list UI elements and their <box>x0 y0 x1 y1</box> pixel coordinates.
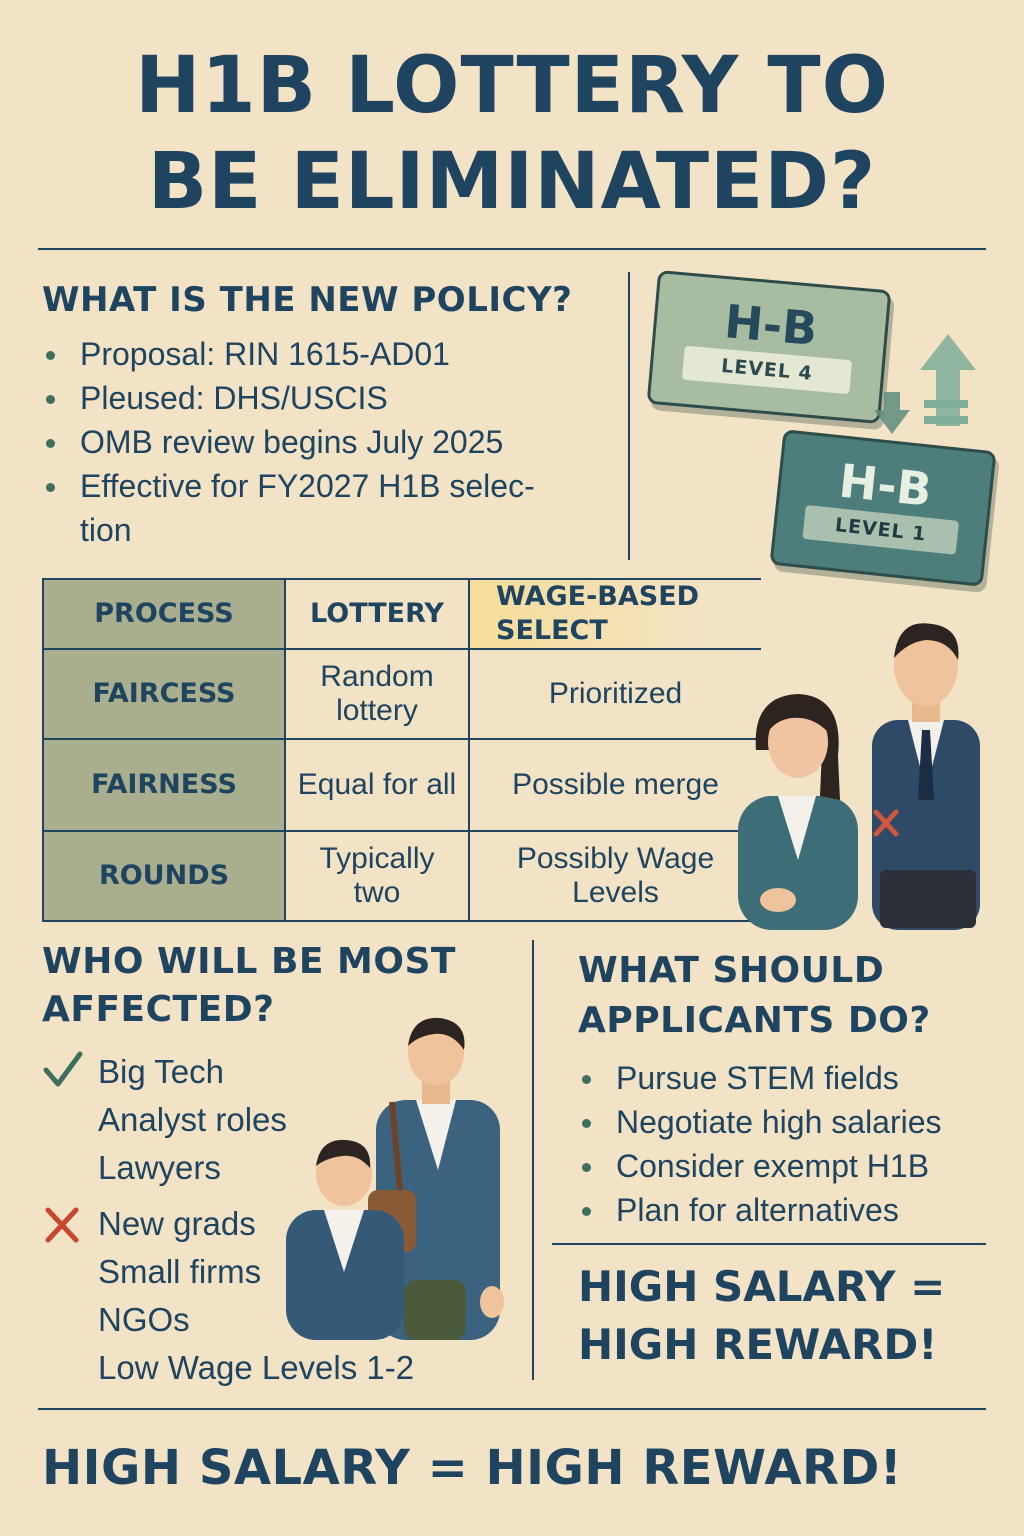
table-cell: Prioritized <box>469 649 761 739</box>
policy-heading: WHAT IS THE NEW POLICY? <box>42 280 573 320</box>
policy-bullet <box>42 464 622 552</box>
cross-icon <box>42 1202 82 1246</box>
badge-level-text: LEVEL 1 <box>802 505 959 555</box>
applicants-heading <box>578 946 998 1046</box>
table-row-label: FAIRCESS <box>43 649 285 739</box>
table-header-cell: WAGE-BASED SELECT <box>469 579 761 649</box>
divider-policy <box>628 272 630 560</box>
table-cell: Possibly Wage Levels <box>469 831 761 921</box>
loser-label: NGOs <box>98 1301 190 1338</box>
policy-bullet-line: tion <box>80 512 132 548</box>
page-title-line2: BE ELIMINATED? <box>147 137 877 227</box>
policy-bullets <box>42 332 622 552</box>
table-cell: Equal for all <box>285 739 469 831</box>
applicants-tagline <box>578 1258 998 1374</box>
table-row <box>43 739 761 831</box>
badge-level-1 <box>769 429 996 587</box>
loser-label: Low Wage Levels 1-2 <box>98 1349 415 1386</box>
applicants-heading-line1: WHAT SHOULD <box>578 950 885 991</box>
table-header-cell: PROCESS <box>43 579 285 649</box>
applicants-tagline-line2: HIGH REWARD! <box>578 1320 938 1369</box>
badge-level-4 <box>647 270 892 424</box>
applicant-bullet: Pursue STEM fields <box>578 1056 998 1100</box>
table-row-label: ROUNDS <box>43 831 285 921</box>
policy-bullet-line: Effective for FY2027 H1B selec- <box>80 468 535 504</box>
policy-bullet: Proposal: RIN 1615-AD01 <box>42 332 622 376</box>
loser-label: Small firms <box>98 1253 262 1290</box>
table-cell: Random lottery <box>285 649 469 739</box>
up-down-arrows-icon <box>862 330 992 440</box>
policy-bullet: OMB review begins July 2025 <box>42 420 622 464</box>
comparison-table <box>42 578 761 922</box>
table-header-cell: LOTTERY <box>285 579 469 649</box>
badge-main-text: H-B <box>836 453 935 517</box>
table-row-label: FAIRNESS <box>43 739 285 831</box>
professionals-illustration <box>712 600 1002 930</box>
page-title-line1: H1B LOTTERY TO <box>135 41 889 131</box>
footer-tagline: HIGH SALARY = HIGH REWARD! <box>42 1440 903 1496</box>
list-item <box>42 1344 522 1392</box>
divider-tagline <box>552 1243 986 1245</box>
applicant-bullet: Negotiate high salaries <box>578 1100 998 1144</box>
winner-label: Lawyers <box>98 1149 221 1186</box>
table-row <box>43 649 761 739</box>
applicant-bullet: Plan for alternatives <box>578 1188 998 1232</box>
applicants-section <box>578 946 998 1232</box>
page-title <box>0 38 1024 230</box>
applicants-heading-line2: APPLICANTS DO? <box>578 1000 931 1041</box>
table-header-row <box>43 579 761 649</box>
table-cell: Typically two <box>285 831 469 921</box>
check-icon <box>42 1048 84 1092</box>
applicants-tagline-line1: HIGH SALARY = <box>578 1262 946 1311</box>
applicant-bullet: Consider exempt H1B <box>578 1144 998 1188</box>
divider-bottom <box>532 940 534 1380</box>
table-cell: Possible merge <box>469 739 761 831</box>
divider-footer <box>38 1408 986 1410</box>
affected-heading-line2: AFFECTED? <box>42 989 275 1030</box>
badge-level-text: LEVEL 4 <box>681 346 852 395</box>
winner-label: Big Tech <box>98 1053 224 1090</box>
loser-label: New grads <box>98 1205 256 1242</box>
affected-heading-line1: WHO WILL BE MOST <box>42 941 456 982</box>
graduates-illustration <box>280 1010 520 1340</box>
divider-top <box>38 248 986 250</box>
policy-section <box>42 278 622 552</box>
badge-main-text: H-B <box>722 294 820 357</box>
policy-bullet: Pleused: DHS/USCIS <box>42 376 622 420</box>
applicants-bullets <box>578 1056 998 1232</box>
winner-label: Analyst roles <box>98 1101 287 1138</box>
table-row <box>43 831 761 921</box>
